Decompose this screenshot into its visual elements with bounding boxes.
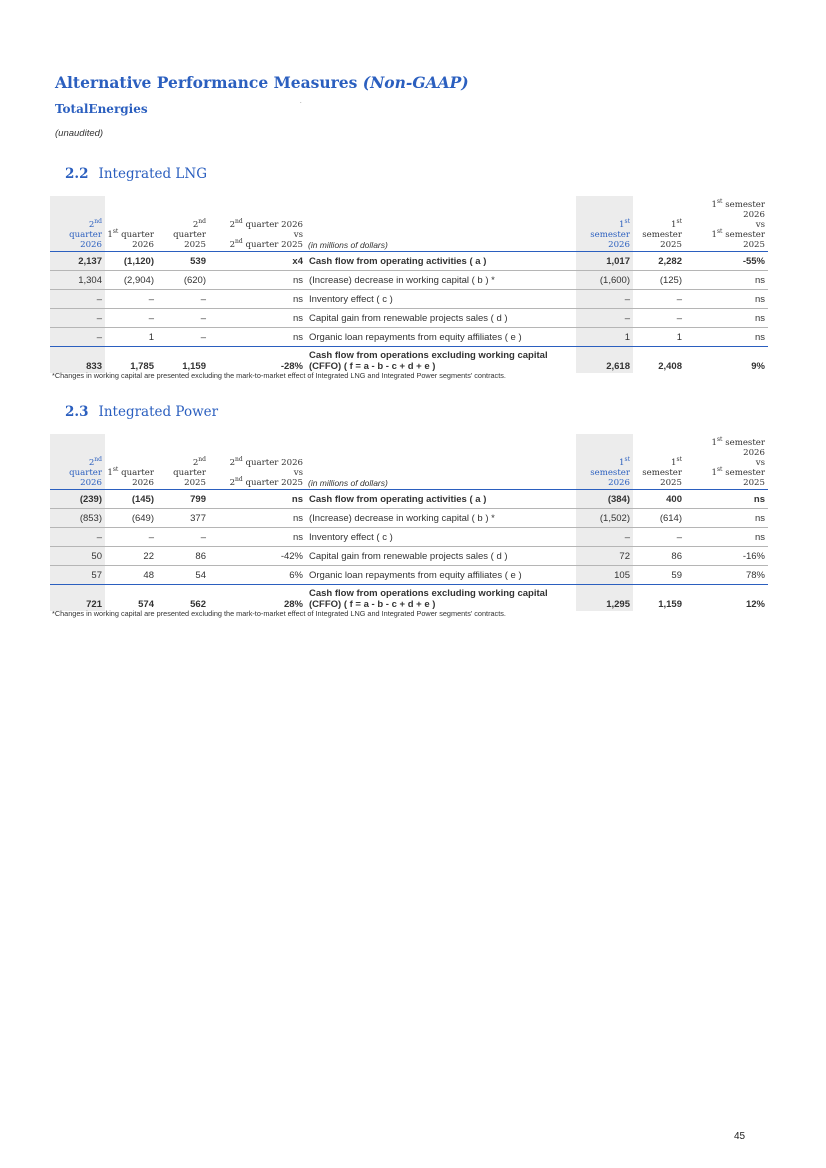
col-q2-2025: 2nd quarter 2025 (173, 218, 206, 250)
cell-q1-2026: (1,120) (105, 252, 157, 271)
col-quarter-vs: 2nd quarter 2026 vs 2nd quarter 2025 (229, 218, 303, 250)
table-row (50, 528, 768, 547)
col-q2-2025: 2nd quarter 2025 (173, 456, 206, 488)
lng-footnote: *Changes in working capital are presented excluding the mark-to-market effect of Integrated LNG and Integrated Power segments' contracts. (52, 371, 506, 380)
cell-s1-2026: 105 (576, 566, 633, 585)
cell-s1-2026: – (576, 309, 633, 328)
cell-q2-2026: (239) (50, 490, 105, 509)
col-s1-2025: 1st semester 2025 (642, 218, 682, 250)
cell-s1-2025: – (633, 528, 685, 547)
cell-q2-2026: 2,137 (50, 252, 105, 271)
cell-quarter-vs: x4 (209, 252, 306, 271)
cell-q1-2026: – (105, 528, 157, 547)
stray-dot: . (300, 99, 302, 105)
cell-s1-2026: – (576, 290, 633, 309)
cell-s1-2025: (614) (633, 509, 685, 528)
cell-q2-2026: 50 (50, 547, 105, 566)
cell-q2-2026: 57 (50, 566, 105, 585)
cell-s1-2025: 86 (633, 547, 685, 566)
table-row-total (50, 585, 768, 612)
cell-s1-2025: – (633, 309, 685, 328)
cell-q1-2026: (145) (105, 490, 157, 509)
col-q2-2026: 2nd quarter 2026 (50, 434, 105, 490)
cell-semester-vs: 78% (685, 566, 768, 585)
table-row (50, 547, 768, 566)
cell-q2-2025: 86 (157, 547, 209, 566)
lng-table (50, 196, 768, 373)
cell-quarter-vs: ns (209, 271, 306, 290)
cell-s1-2026: – (576, 528, 633, 547)
unaudited-label: (unaudited) (55, 128, 104, 139)
cell-s1-2026: 72 (576, 547, 633, 566)
cell-q2-2026: 1,304 (50, 271, 105, 290)
cell-label: Inventory effect ( c ) (306, 528, 576, 547)
cell-label: Organic loan repayments from equity affiliates ( e ) (306, 328, 576, 347)
col-q2-2026: 2nd quarter 2026 (50, 196, 105, 252)
cell-quarter-vs: 6% (209, 566, 306, 585)
cell-q2-2025: 539 (157, 252, 209, 271)
cell-quarter-vs: 28% (209, 585, 306, 612)
cell-q1-2026: (2,904) (105, 271, 157, 290)
cell-q2-2026: – (50, 328, 105, 347)
col-quarter-vs: 2nd quarter 2026 vs 2nd quarter 2025 (229, 456, 303, 488)
table-row (50, 290, 768, 309)
cell-semester-vs: ns (685, 328, 768, 347)
cell-q1-2026: – (105, 309, 157, 328)
section-name: Integrated LNG (98, 166, 207, 182)
table-row (50, 566, 768, 585)
cell-quarter-vs: ns (209, 309, 306, 328)
cell-semester-vs: ns (685, 309, 768, 328)
cell-s1-2025: (125) (633, 271, 685, 290)
cell-s1-2026: (1,600) (576, 271, 633, 290)
section-heading-lng (65, 166, 207, 182)
cell-label: Capital gain from renewable projects sales ( d ) (306, 309, 576, 328)
cell-q2-2026: – (50, 528, 105, 547)
cell-quarter-vs: -42% (209, 547, 306, 566)
col-semester-vs: 1st semester 2026 vs 1st semester 2025 (711, 436, 765, 488)
cell-quarter-vs: ns (209, 290, 306, 309)
table-row-total (50, 347, 768, 374)
cell-label: (Increase) decrease in working capital ( b ) * (306, 271, 576, 290)
cell-s1-2026: 1 (576, 328, 633, 347)
cell-s1-2025: 2,282 (633, 252, 685, 271)
table-row (50, 509, 768, 528)
table-row (50, 490, 768, 509)
col-s1-2026: 1st semester 2026 (576, 434, 633, 490)
cell-q2-2025: – (157, 528, 209, 547)
cell-s1-2025: 1,159 (633, 585, 685, 612)
cell-quarter-vs: ns (209, 509, 306, 528)
cell-label: Cash flow from operations excluding working capital (CFFO) ( f = a - b - c + d + e ) (306, 585, 576, 612)
cell-s1-2025: – (633, 290, 685, 309)
cell-s1-2026: 1,017 (576, 252, 633, 271)
cell-s1-2025: 2,408 (633, 347, 685, 374)
cell-q1-2026: (649) (105, 509, 157, 528)
col-s1-2025: 1st semester 2025 (642, 456, 682, 488)
cell-label: Organic loan repayments from equity affiliates ( e ) (306, 566, 576, 585)
cell-semester-vs: ns (685, 509, 768, 528)
cell-q2-2026: 833 (50, 347, 105, 374)
col-semester-vs: 1st semester 2026 vs 1st semester 2025 (711, 198, 765, 250)
cell-s1-2025: 1 (633, 328, 685, 347)
col-q1-2026: 1st quarter 2026 (107, 228, 154, 250)
cell-label: Capital gain from renewable projects sales ( d ) (306, 547, 576, 566)
cell-q2-2026: 721 (50, 585, 105, 612)
cell-s1-2026: 2,618 (576, 347, 633, 374)
cell-q1-2026: – (105, 290, 157, 309)
section-heading-power (65, 404, 218, 420)
cell-s1-2026: (1,502) (576, 509, 633, 528)
table-row (50, 252, 768, 271)
lng-header-row (50, 196, 768, 252)
table-row (50, 271, 768, 290)
cell-s1-2025: 400 (633, 490, 685, 509)
cell-q2-2025: 377 (157, 509, 209, 528)
page-number: 45 (734, 1131, 746, 1142)
section-number: 2.2 (65, 166, 89, 182)
page-title: Alternative Performance Measures (Non-GAAP) (55, 73, 469, 92)
power-table (50, 434, 768, 611)
cell-q2-2025: 799 (157, 490, 209, 509)
cell-q1-2026: 1 (105, 328, 157, 347)
col-q1-2026: 1st quarter 2026 (107, 466, 154, 488)
power-header-row (50, 434, 768, 490)
col-unit-label: (in millions of dollars) (308, 240, 388, 250)
cell-q2-2026: – (50, 290, 105, 309)
cell-q2-2026: – (50, 309, 105, 328)
cell-q2-2025: 54 (157, 566, 209, 585)
cell-q1-2026: 48 (105, 566, 157, 585)
cell-semester-vs: -55% (685, 252, 768, 271)
cell-semester-vs: ns (685, 271, 768, 290)
cell-semester-vs: 9% (685, 347, 768, 374)
cell-s1-2026: (384) (576, 490, 633, 509)
table-row (50, 328, 768, 347)
section-number: 2.3 (65, 404, 89, 420)
cell-label: Cash flow from operations excluding working capital (CFFO) ( f = a - b - c + d + e ) (306, 347, 576, 374)
section-name: Integrated Power (98, 404, 219, 420)
power-footnote: *Changes in working capital are presented excluding the mark-to-market effect of Integrated LNG and Integrated Power segments' contracts. (52, 609, 506, 618)
cell-label: (Increase) decrease in working capital ( b ) * (306, 509, 576, 528)
cell-label: Cash flow from operating activities ( a ) (306, 252, 576, 271)
cell-label: Inventory effect ( c ) (306, 290, 576, 309)
cell-q2-2025: (620) (157, 271, 209, 290)
cell-q2-2025: 1,159 (157, 347, 209, 374)
cell-semester-vs: ns (685, 290, 768, 309)
cell-q1-2026: 1,785 (105, 347, 157, 374)
cell-quarter-vs: ns (209, 490, 306, 509)
cell-semester-vs: ns (685, 528, 768, 547)
cell-s1-2025: 59 (633, 566, 685, 585)
cell-q1-2026: 22 (105, 547, 157, 566)
page-title-suffix: (Non-GAAP) (362, 73, 469, 92)
company-name: TotalEnergies (55, 102, 148, 116)
cell-q2-2025: – (157, 290, 209, 309)
col-unit-label: (in millions of dollars) (308, 478, 388, 488)
cell-quarter-vs: -28% (209, 347, 306, 374)
col-s1-2026: 1st semester 2026 (576, 196, 633, 252)
cell-q2-2025: – (157, 328, 209, 347)
cell-quarter-vs: ns (209, 528, 306, 547)
cell-semester-vs: 12% (685, 585, 768, 612)
cell-label: Cash flow from operating activities ( a ) (306, 490, 576, 509)
cell-q2-2025: 562 (157, 585, 209, 612)
cell-semester-vs: ns (685, 490, 768, 509)
cell-quarter-vs: ns (209, 328, 306, 347)
cell-q2-2025: – (157, 309, 209, 328)
cell-semester-vs: -16% (685, 547, 768, 566)
table-row (50, 309, 768, 328)
cell-s1-2026: 1,295 (576, 585, 633, 612)
cell-q1-2026: 574 (105, 585, 157, 612)
cell-q2-2026: (853) (50, 509, 105, 528)
